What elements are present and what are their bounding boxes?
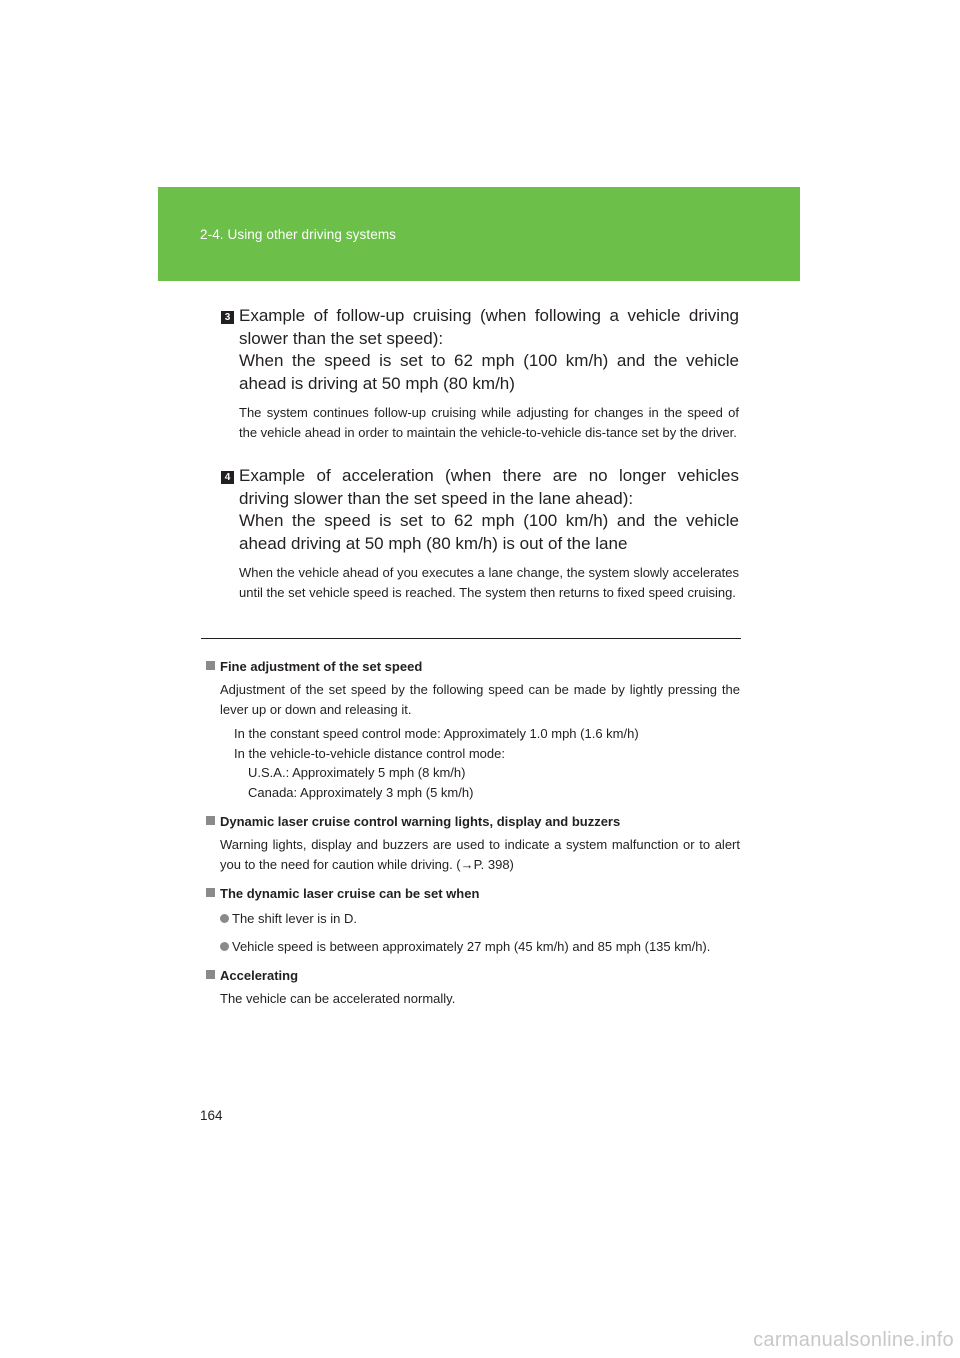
note-title: Fine adjustment of the set speed	[220, 659, 423, 674]
section-header-band	[158, 187, 800, 281]
step-item-4	[221, 465, 739, 602]
note-title: Accelerating	[220, 968, 299, 983]
step-number-badge: 4	[221, 471, 234, 484]
note-can-be-set	[206, 883, 740, 956]
section-divider	[201, 638, 741, 639]
square-bullet-icon	[206, 661, 215, 670]
watermark: carmanualsonline.info	[753, 1329, 954, 1351]
canada-line: Canada: Approximately 3 mph (5 km/h)	[248, 784, 474, 800]
constant-mode-line: In the constant speed control mode: Approximately 1.0 mph (1.6 km/h)	[234, 726, 639, 741]
note-title: The dynamic laser cruise can be set when	[220, 886, 480, 901]
step-description: When the vehicle ahead of you executes a lane change, the system slowly accelerates until the set vehicle speed is reached. The system then returns to fixed speed cruising.	[239, 565, 739, 600]
note-text: Adjustment of the set speed by the following speed can be made by lightly pressing the lever up or down and releasing it.	[220, 682, 740, 717]
square-bullet-icon	[206, 888, 215, 897]
page-number: 164	[200, 1108, 223, 1123]
list-item: Vehicle speed is between approximately 27 mph (45 km/h) and 85 mph (135 km/h).	[220, 937, 740, 957]
step-number-badge: 3	[221, 311, 234, 324]
section-title: 2-4. Using other driving systems	[200, 227, 397, 242]
circle-bullet-icon	[220, 914, 229, 923]
step-description: The system continues follow-up cruising while adjusting for changes in the speed of the vehicle ahead in order to maintain the vehicle-to-vehicle dis-tance set by the driver.	[239, 405, 739, 440]
square-bullet-icon	[206, 970, 215, 979]
step-condition: When the speed is set to 62 mph (100 km/h) and the vehicle ahead driving at 50 mph (80 km/h) is out of the lane	[239, 511, 739, 553]
notes-section	[206, 656, 740, 1018]
note-title: Dynamic laser cruise control warning lights, display and buzzers	[220, 814, 621, 829]
distance-mode-line: In the vehicle-to-vehicle distance control mode:	[234, 745, 505, 761]
list-item: The shift lever is in D.	[220, 909, 740, 929]
step-condition: When the speed is set to 62 mph (100 km/h) and the vehicle ahead is driving at 50 mph (80 km/h)	[239, 351, 739, 393]
note-accelerating	[206, 965, 740, 1009]
usa-line: U.S.A.: Approximately 5 mph (8 km/h)	[248, 765, 466, 780]
step-heading: Example of acceleration (when there are no longer vehicles driving slower than the set speed in the lane ahead):	[239, 466, 739, 508]
step-item-3	[221, 305, 739, 442]
note-text: Warning lights, display and buzzers are used to indicate a system malfunction or to alert you to the need for caution while driving. (→P. 398)	[220, 837, 740, 872]
note-warning	[206, 811, 740, 874]
note-fine-adjustment	[206, 656, 740, 802]
square-bullet-icon	[206, 816, 215, 825]
step-heading: Example of follow-up cruising (when following a vehicle driving slower than the set speed):	[239, 306, 739, 348]
circle-bullet-icon	[220, 942, 229, 951]
note-text: The vehicle can be accelerated normally.	[220, 991, 456, 1006]
